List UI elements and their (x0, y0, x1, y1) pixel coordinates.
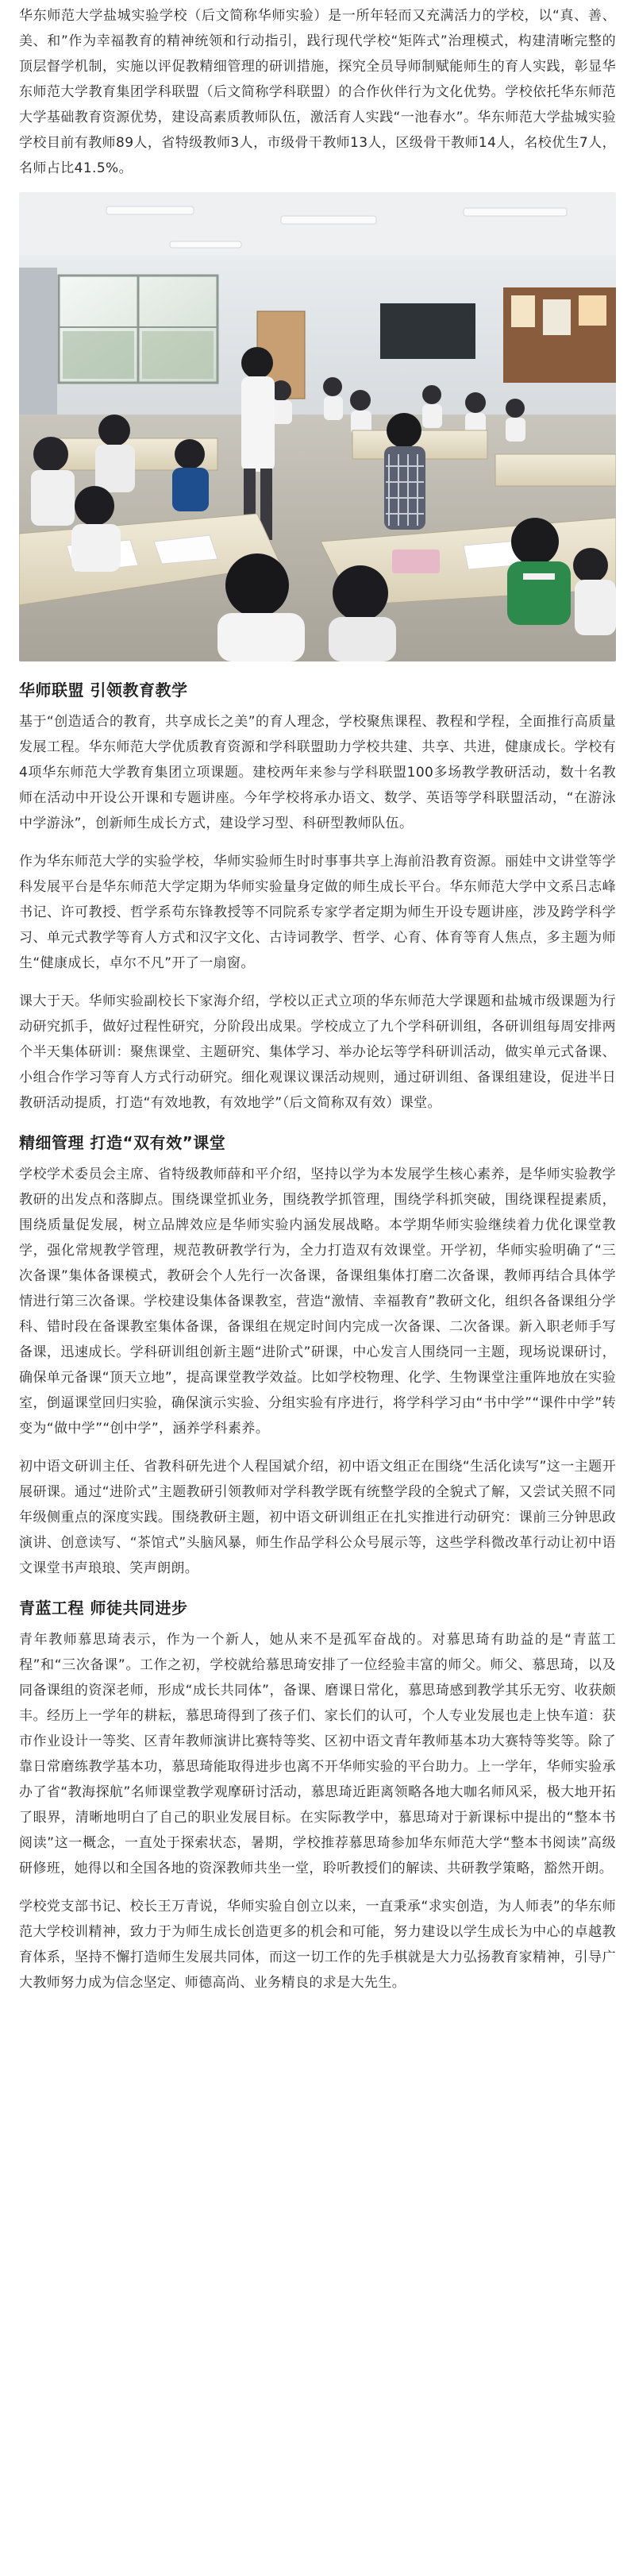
section-1-paragraph-1: 基于“创造适合的教育，共享成长之美”的育人理念，学校聚焦课程、教程和学程，全面推行高质量发展工程。华东师范大学优质教育资源和学科联盟助力学校共建、共享、共进，健康成长。学校有4项华东师范大学教育集团立项课题。建校两年来参与学科联盟100多场教学教研活动，数十名教师在活动中开设公开课和专题讲座。今年学校将承办语文、数学、英语等学科联盟活动，“在游泳中学游泳”，创新师生成长方式，建设学习型、科研型教师队伍。 (19, 714, 616, 831)
section-2-paragraph-1: 学校学术委员会主席、省特级教师薛和平介绍，坚持以学为本发展学生核心素养，是华师实验教学教研的出发点和落脚点。围绕课堂抓业务，围绕教学抓管理，围绕学科抓突破，围绕课程提素质，围绕质量促发展，树立品牌效应是华师实验内涵发展战略。本学期华师实验继续着力优化课堂教学，强化常规教学管理，规范教研教学行为，全力打造双有效课堂。开学初，华师实验明确了“三次备课”集体备课模式，教研会个人先行一次备课，备课组集体打磨二次备课，教师再结合具体学情进行第三次备课。学校建设集体备课教室，营造“激情、幸福教育”教研文化，组织各备课组分学科、错时段在备课教室集体备课，备课组在规定时间内完成一次备课、二次备课。新入职老师手写备课，迅速成长。学科研训组创新主题“进阶式”研课，中心发言人围绕同一主题，现场说课研讨，确保单元备课“顶天立地”，提高课堂教学效益。比如学校物理、化学、生物课堂注重阵地放在实验室，倒逼课堂回归实验，确保演示实验、分组实验有序进行，将学科学习由“书中学”“课件中学”转变为“做中学”“创中学”，涵养学科素养。 (19, 1167, 616, 1436)
section-2-heading: 精细管理 打造“双有效”课堂 (19, 1133, 226, 1152)
classroom-photo (19, 192, 616, 661)
section-1-heading: 华师联盟 引领教育教学 (19, 681, 188, 700)
section-2-paragraph-2: 初中语文研训主任、省教科研先进个人程国斌介绍，初中语文组正在围绕“生活化读写”这一主题开展研课。通过“进阶式”主题教研引领教师对学科教学既有统整学段的全貌式了解，又尝试关照不同年级侧重点的深度实践。围绕教研主题，初中语文研训组正在扎实推进行动研究：课前三分钟思政演讲、创意读写、“茶馆式”头脑风暴，师生作品学科公众号展示等，这些学科微改革行动让初中语文课堂书声琅琅、笑声朗朗。 (19, 1459, 616, 1576)
section-1-paragraph-2: 作为华东师范大学的实验学校，华师实验师生时时事事共享上海前沿教育资源。丽娃中文讲堂等学科发展平台是华东师范大学定期为华师实验量身定做的师生成长平台。华东师范大学中文系吕志峰书记、许可教授、哲学系苟东锋教授等不同院系专家学者定期为师生开设专题讲座，涉及跨学科学习、单元式教学等育人方式和汉字文化、古诗词教学、哲学、心育、体育等育人焦点，多主题为师生“健康成长，卓尔不凡”开了一扇窗。 (19, 854, 616, 971)
section-3-heading: 青蓝工程 师徒共同进步 (19, 1598, 188, 1618)
section-1-paragraph-3: 课大于天。华师实验副校长下家海介绍，学校以正式立项的华东师范大学课题和盐城市级课题为行动研究抓手，做好过程性研究，分阶段出成果。学校成立了九个学科研训组，各研训组每周安排两个半天集体研训：聚焦课堂、主题研究、集体学习、举办论坛等学科研训活动，做实单元式备课、小组合作学习等育人方式行动研究。细化观课议课活动规则，通过研训组、备课组建设，促进半日教研活动提质，打造“有效地教，有效地学”（后文简称双有效）课堂。 (19, 993, 616, 1111)
section-3-paragraph-1: 青年教师慕思琦表示，作为一个新人，她从来不是孤军奋战的。对慕思琦有助益的是“青蓝工程”和“三次备课”。工作之初，学校就给慕思琦安排了一位经验丰富的师父。师父、慕思琦，以及同备课组的资深老师，形成“成长共同体”，备课、磨课日常化，慕思琦感到教学其乐无穷、收获颇丰。经历上一学年的耕耘，慕思琦得到了孩子们、家长们的认可，个人专业发展也走上快车道：获市作业设计一等奖、区青年教师演讲比赛特等奖、区初中语文青年教师基本功大赛特等奖等。除了靠日常磨练教学基本功，慕思琦能取得进步也离不开华师实验的平台助力。上一学年，华师实验承办了省“教海探航”名师课堂教学观摩研讨活动，慕思琦近距离领略各地大咖名师风采，极大地开拓了眼界，清晰地明白了自己的职业发展目标。在实际教学中，慕思琦对于新课标中提出的“整本书阅读”这一概念，一直处于探索状态，暑期，学校推荐慕思琦参加华东师范大学“整本书阅读”高级研修班，她得以和全国各地的资深教师共坐一堂，聆听教授们的解读、共研教学策略，豁然开朗。 (19, 1632, 616, 1876)
section-3-paragraph-2: 学校党支部书记、校长王万青说，华师实验自创立以来，一直秉承“求实创造，为人师表”的华东师范大学校训精神，致力于为师生成长创造更多的机会和可能，努力建设以学生成长为中心的卓越教育体系，坚持不懈打造师生发展共同体，而这一切工作的先手棋就是大力弘扬教育家精神，引导广大教师努力成为信念坚定、师德高尚、业务精良的求是大先生。 (19, 1899, 616, 1991)
intro-paragraph: 华东师范大学盐城实验学校（后文简称华师实验）是一所年轻而又充满活力的学校，以“真、善、美、和”作为幸福教育的精神统领和行动指引，践行现代学校“矩阵式”治理模式，构建清晰完整的顶层督学机制，实施以评促教精细管理的研训措施，探究全员导师制赋能师生的育人实践，彰显华东师范大学教育集团学科联盟（后文简称学科联盟）的合作伙伴行为文化优势。学校依托华东师范大学基础教育资源优势，建设高素质教师队伍，激活育人实践“一池春水”。华东师范大学盐城实验学校目前有教师89人，省特级教师3人，市级骨干教师13人，区级骨干教师14人，名校优生7人，名师占比41.5%。 (19, 8, 616, 176)
